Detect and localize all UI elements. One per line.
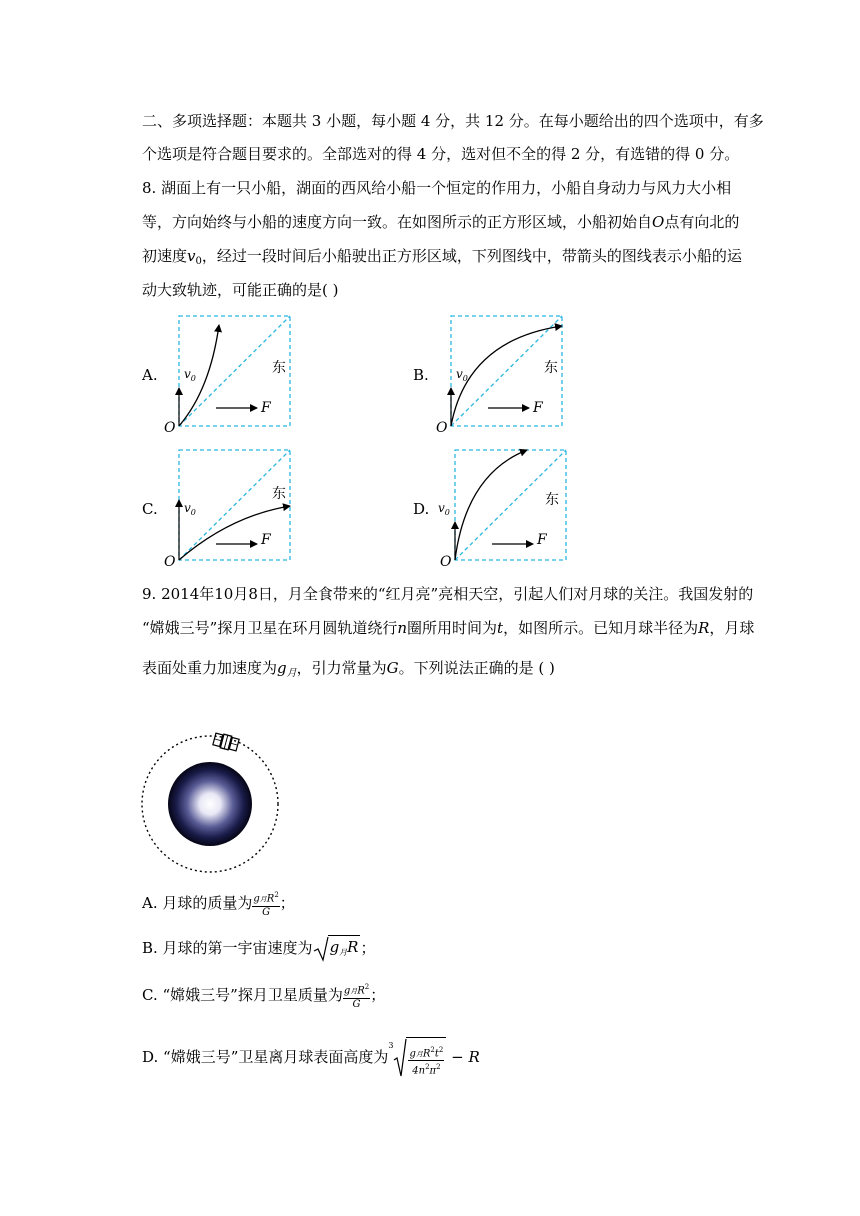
svg-text:v0: $v_0$ [456,367,468,383]
q8-diagram-b [432,310,572,440]
svg-text:东: 东 [272,486,286,502]
svg-text:O: O [436,420,448,436]
satellite-icon [213,732,240,752]
q8-option-b-label[interactable]: B. [413,366,429,384]
svg-text:v0: $v_0$ [184,501,196,517]
q8-option-c-label[interactable]: C. [142,500,158,518]
satellite-mass-formula: $\frac{g月R^2}{G}$ [343,983,370,1010]
section-header-line2: 个选项是符合题目要求的。全部选对的得 4 分，选对但不全的得 2 分，有选错的得 0 分。 [142,145,740,163]
east-label: 东 [272,360,286,376]
cube-root-sign [393,1038,407,1078]
force-label: F [261,400,271,416]
svg-text:东: 东 [545,492,559,508]
q8-diagram-a [160,310,300,440]
q8-option-d-label[interactable]: D. [413,500,430,518]
q8-diagram-d [436,444,576,574]
q8-option-a-label[interactable]: A. [142,366,158,384]
svg-text:F: F [261,532,271,548]
svg-text:F: F [537,532,547,548]
q9-line3: 表面处重力加速度为$g_月$，引力常量为G。下列说法正确的是 ( ) [142,659,555,679]
height-fraction: $\frac{g月R^2t^2}{4n^2\pi^2}$ [409,1045,444,1077]
svg-text:O: O [440,554,452,570]
svg-text:F: F [533,400,543,416]
q9-option-b[interactable]: B. 月球的第一宇宙速度为 $g_月R$ ； [142,932,375,964]
q8-diagram-c [160,444,300,574]
sqrt-sign [313,936,329,962]
q8-line2: 等，方向始终与小船的速度方向一致。在如图所示的正方形区域，小船初始自O点有向北的 [142,213,740,231]
v0-label: $v_0$ [184,367,196,383]
q8-line4: 动大致轨迹，可能正确的是( ) [142,281,339,299]
q9-option-d[interactable]: D. “嫦娥三号”卫星离月球表面高度为$^3$ $\frac{g月R^2t^2}{4n^2\pi^2}$ − R [142,1026,480,1080]
section-header-line1: 二、多项选择题：本题共 3 小题，每小题 4 分，共 12 分。在每小题给出的四个选项中，有多 [142,112,764,130]
moon-orbit-diagram [136,726,286,874]
q8-line3: 初速度$v_0$，经过一段时间后小船驶出正方形区域，下列图线中，带箭头的图线表示小船的运 [142,247,742,267]
origin-label: O [164,420,176,436]
svg-text:东: 东 [544,360,558,376]
q9-line1: 9. 2014年10月8日，月全食带来的“红月亮”亮相天空，引起人们对月球的关注。我国发射的 [142,585,754,603]
svg-text:v0: $v_0$ [438,501,450,517]
q9-option-c[interactable]: C. “嫦娥三号”探月卫星质量为 $\frac{g月R^2}{G}$ ； [142,983,386,1010]
mass-formula: $\frac{g月R^2}{G}$ [253,891,279,918]
q9-option-a[interactable]: A. 月球的质量为 $\frac{g月R^2}{G}$ ； [142,891,295,918]
q9-line2: “嫦娥三号”探月卫星在环月圆轨道绕行n圈所用时间为t，如图所示。已知月球半径为R，月球 [142,619,755,637]
q8-line1: 8. 湖面上有一只小船，湖面的西风给小船一个恒定的作用力，小船自身动力与风力大小相 [142,179,732,197]
moon [168,762,252,846]
svg-text:O: O [164,554,176,570]
